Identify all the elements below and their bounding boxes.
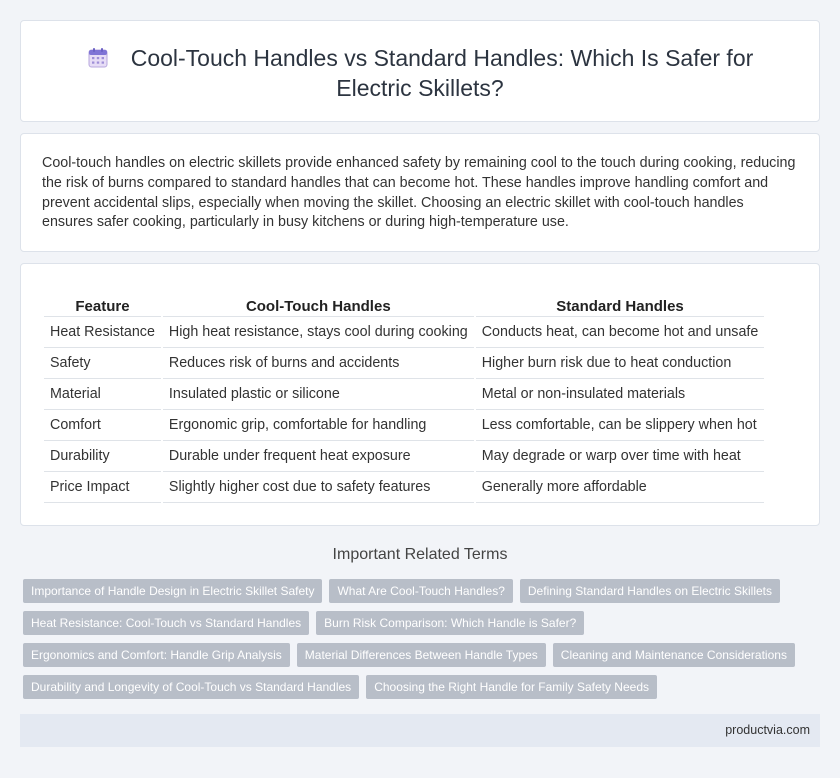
standard-cell: Higher burn risk due to heat conduction: [476, 348, 765, 379]
table-row: [44, 441, 764, 472]
title-card: [20, 20, 820, 122]
related-term-tag[interactable]: Ergonomics and Comfort: Handle Grip Analysis: [23, 643, 290, 667]
standard-cell: Less comfortable, can be slippery when hot: [476, 410, 765, 441]
feature-cell: Heat Resistance: [44, 317, 161, 348]
standard-cell: May degrade or warp over time with heat: [476, 441, 765, 472]
table-header-row: [44, 297, 764, 317]
cool-touch-cell: High heat resistance, stays cool during cooking: [163, 317, 474, 348]
related-term-tag[interactable]: Defining Standard Handles on Electric Skillets: [520, 579, 780, 603]
standard-cell: Metal or non-insulated materials: [476, 379, 765, 410]
intro-paragraph: Cool-touch handles on electric skillets provide enhanced safety by remaining cool to the touch during cooking, reducing the risk of burns compared to standard handles that can become hot. These handles improve handling comfort and prevent accidental slips, especially when moving the skillet. Choosing an electric skillet with cool-touch handles ensures safer cooking, particularly in busy kitchens or during high-temperature use.: [42, 155, 796, 231]
cool-touch-cell: Slightly higher cost due to safety features: [163, 472, 474, 503]
related-terms-heading: Important Related Terms: [332, 546, 508, 563]
related-term-tag[interactable]: Importance of Handle Design in Electric Skillet Safety: [23, 579, 322, 603]
intro-card: [20, 133, 820, 252]
related-terms-tags: [23, 579, 817, 699]
footer-site-link[interactable]: productvia.com: [725, 723, 810, 737]
table-row: [44, 410, 764, 441]
related-term-tag[interactable]: Choosing the Right Handle for Family Safety Needs: [366, 675, 657, 699]
table-row: [44, 472, 764, 503]
column-header-cool-touch: Cool-Touch Handles: [163, 297, 474, 317]
calendar-icon: [87, 47, 109, 69]
page-title-wrap: [61, 43, 779, 103]
footer-bar: [20, 714, 820, 747]
table-row: [44, 348, 764, 379]
cool-touch-cell: Ergonomic grip, comfortable for handling: [163, 410, 474, 441]
feature-cell: Safety: [44, 348, 161, 379]
related-term-tag[interactable]: Material Differences Between Handle Types: [297, 643, 546, 667]
related-term-tag[interactable]: What Are Cool-Touch Handles?: [329, 579, 512, 603]
related-term-tag[interactable]: Cleaning and Maintenance Considerations: [553, 643, 795, 667]
feature-cell: Durability: [44, 441, 161, 472]
standard-cell: Conducts heat, can become hot and unsafe: [476, 317, 765, 348]
related-term-tag[interactable]: Burn Risk Comparison: Which Handle is Safer?: [316, 611, 584, 635]
cool-touch-cell: Durable under frequent heat exposure: [163, 441, 474, 472]
comparison-table-card: [20, 263, 820, 526]
page-title: Cool-Touch Handles vs Standard Handles: Which Is Safer for Electric Skillets?: [130, 45, 754, 101]
standard-cell: Generally more affordable: [476, 472, 765, 503]
table-row: [44, 379, 764, 410]
cool-touch-cell: Reduces risk of burns and accidents: [163, 348, 474, 379]
comparison-table: [42, 297, 766, 503]
column-header-standard: Standard Handles: [476, 297, 765, 317]
feature-cell: Material: [44, 379, 161, 410]
column-header-feature: Feature: [44, 297, 161, 317]
related-term-tag[interactable]: Durability and Longevity of Cool-Touch vs Standard Handles: [23, 675, 359, 699]
feature-cell: Price Impact: [44, 472, 161, 503]
feature-cell: Comfort: [44, 410, 161, 441]
table-row: [44, 317, 764, 348]
related-term-tag[interactable]: Heat Resistance: Cool-Touch vs Standard Handles: [23, 611, 309, 635]
cool-touch-cell: Insulated plastic or silicone: [163, 379, 474, 410]
